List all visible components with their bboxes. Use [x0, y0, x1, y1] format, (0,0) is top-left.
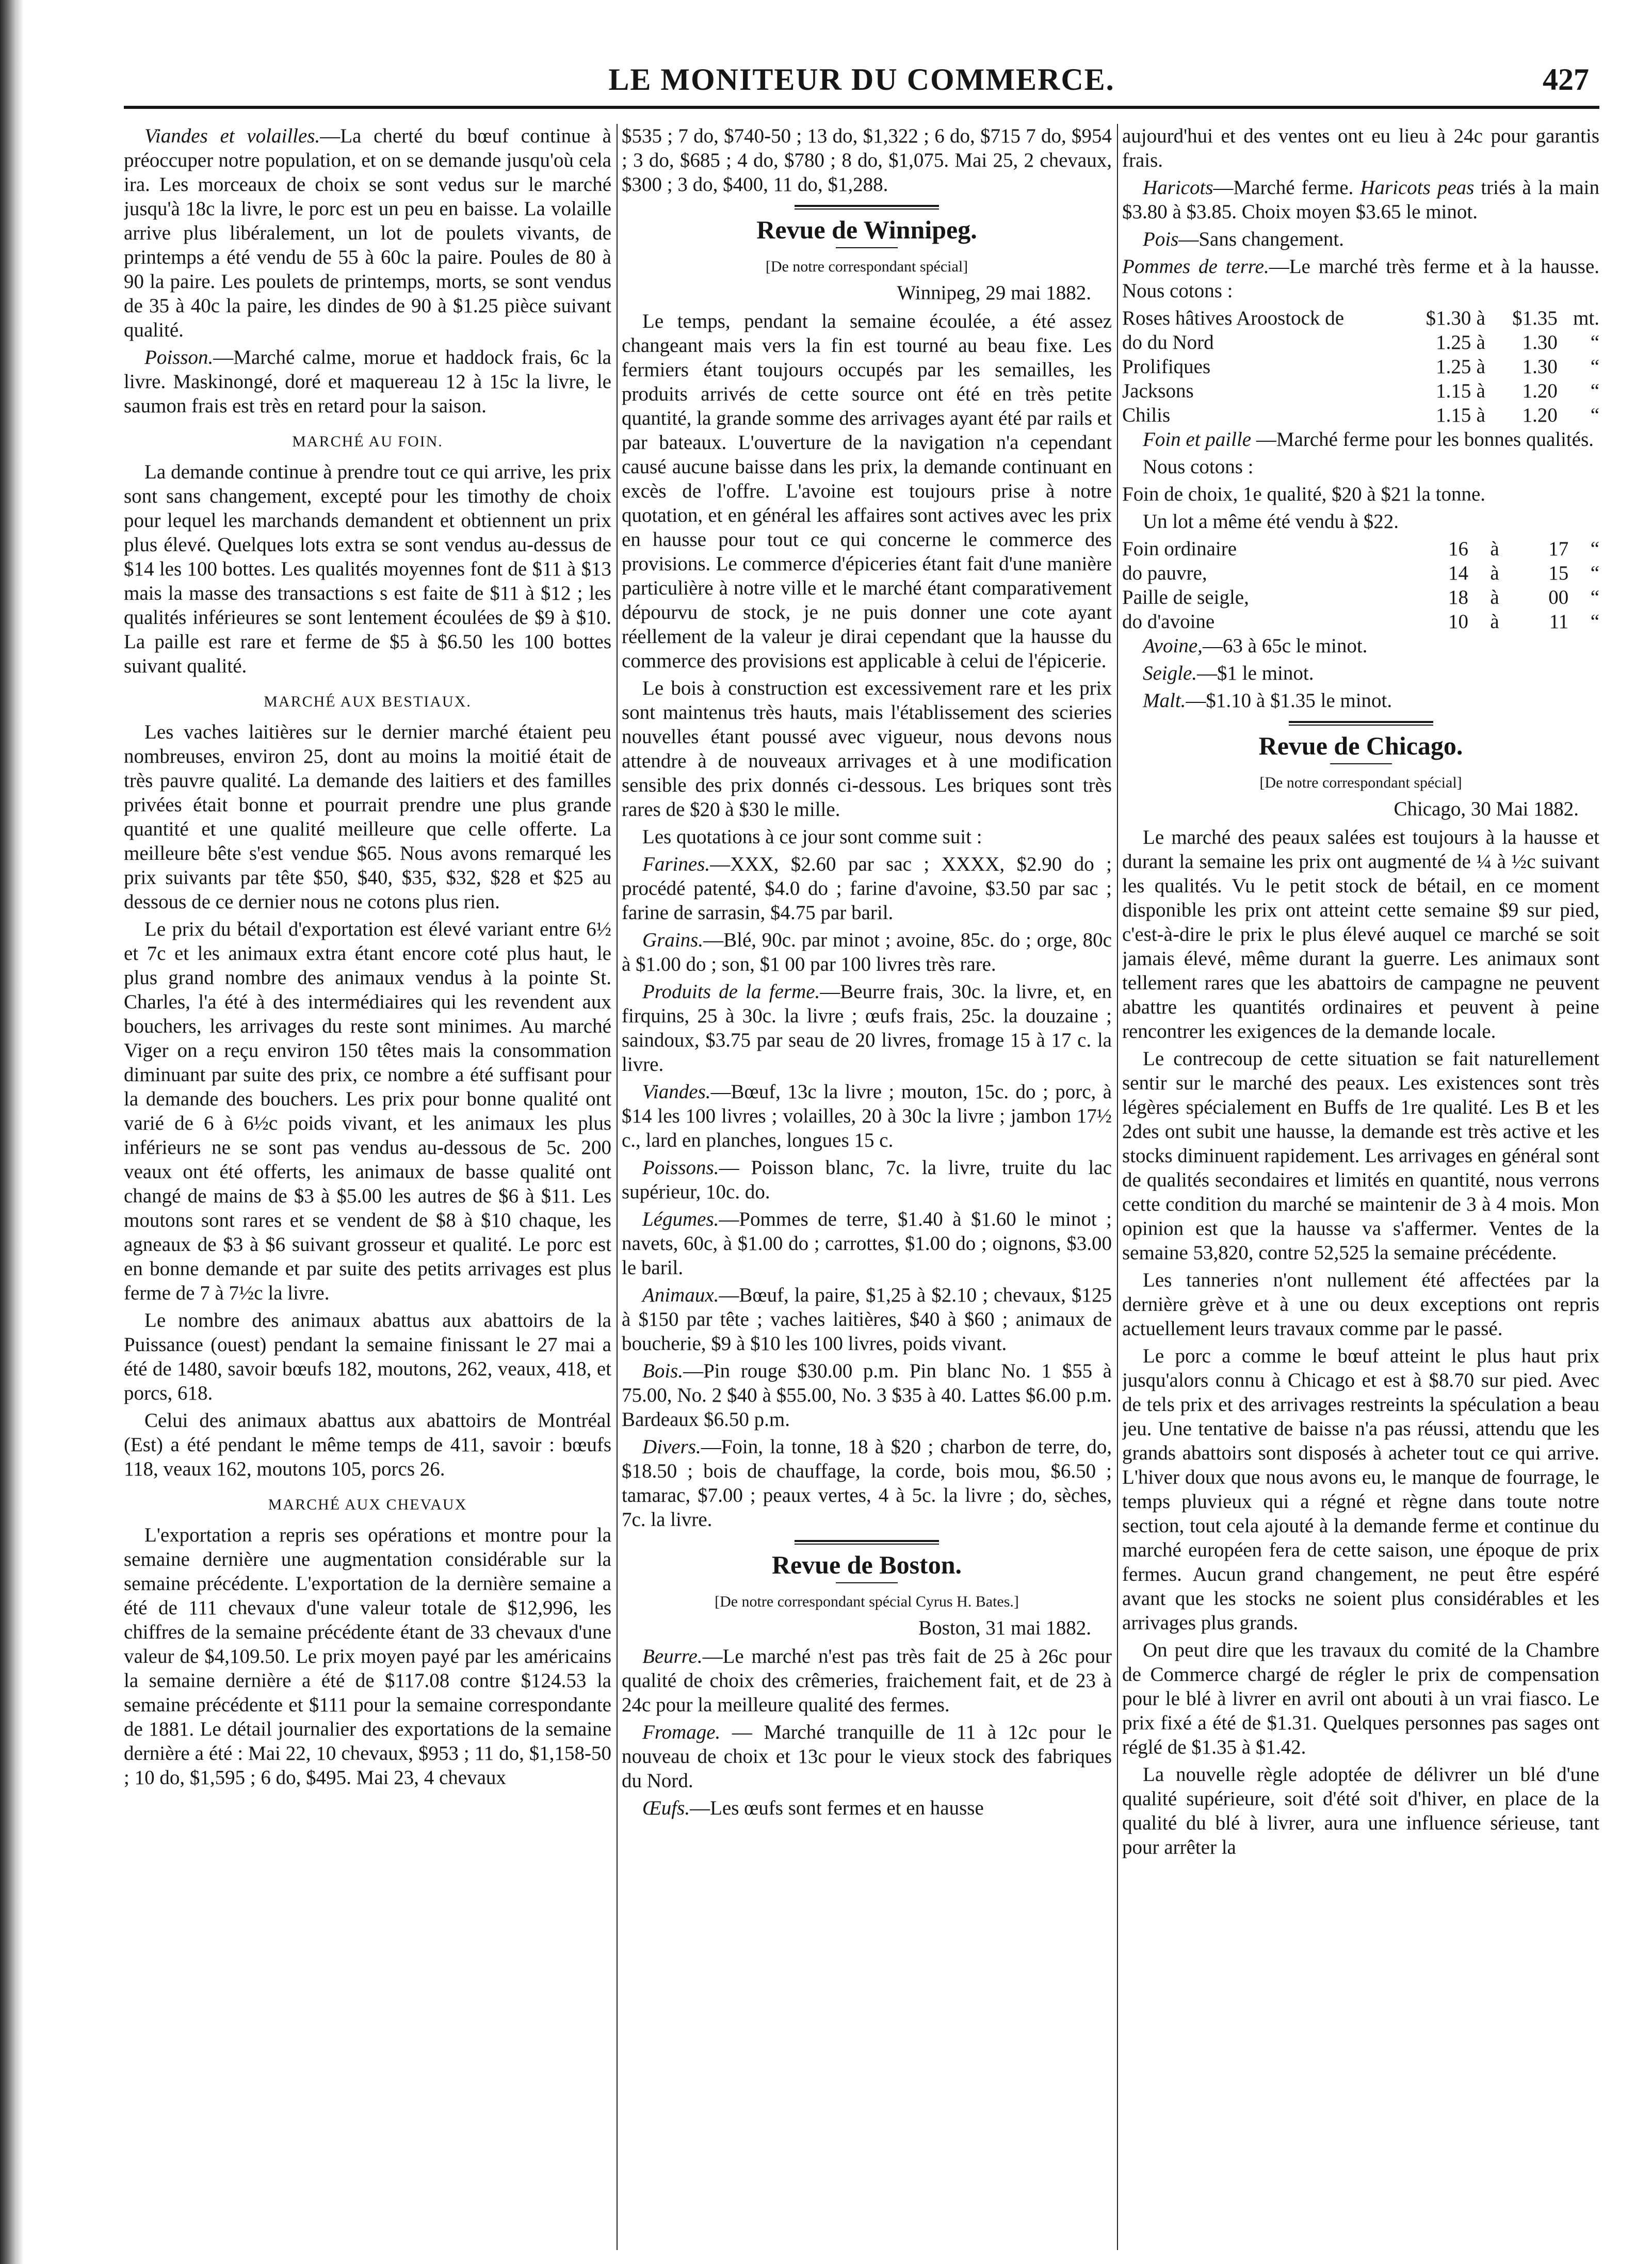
farines-item [622, 852, 1112, 925]
haricots-peas-text: triés à la main $3.80 à $3.85. Choix moyen $3.65 le minot. [1122, 176, 1599, 223]
section-heading-bestiaux: MARCHÉ AUX BESTIAUX. [264, 693, 472, 710]
oeufs-continuation: aujourd'hui et des ventes ont eu lieu à 24c pour garantis frais. [1122, 125, 1599, 171]
chicago-paragraph-3: Les tanneries n'ont nullement été affectées par la dernière grève et à une ou deux exceptions ont repris actuellement leurs travaux comme par le passé. [1122, 1269, 1599, 1340]
price-name: Chilis [1122, 404, 1171, 426]
bestiaux-paragraph-4: Celui des animaux abattus aux abattoirs de Montréal (Est) a été pendant le même temps de 411, savoir : bœufs 118, veaux 162, moutons 105, porcs 26. [124, 1409, 611, 1480]
farines-text: —XXX, $2.60 par sac ; XXXX, $2.90 do ; procédé patenté, $4.0 do ; farine d'avoine, $3.50 par sac ; farine de sarrasin, $4.75 par baril. [622, 853, 1112, 924]
winnipeg-paragraph-1: Le temps, pendant la semaine écoulée, a été assez changeant mais vers la fin est tourné au beau fixe. Les fermiers étant toujours occupés par les semailles, les produits arrivés de cette source ont été en très petite quantité, la grande somme des arrivages ayant été par rails et par bateaux. L'ouverture de la navigation n'a cependant causé aucune baisse dans les prix, la demande continuant en excès de l'offre. L'avoine est toujours prise à notre quotation, et en général les affaires sont actives avec les prix en hausse pour tout ce qui concerne le commerce des provisions. Le commerce d'épiceries étant fait d'une manière particulière à notre ville et le marché étant comparativement dépourvu de stock, je ne puis donner une cote ayant réellement de la valeur je dirai cependant que la hausse du commerce des provisions est applicable à celui de l'épicerie. [622, 310, 1112, 672]
price-from: 14 [1448, 562, 1469, 584]
animaux-label: Animaux. [642, 1284, 719, 1306]
price-to: $1.35 [1512, 307, 1558, 329]
produits-item [622, 980, 1112, 1077]
section-heading-foin: MARCHÉ AU FOIN. [292, 433, 443, 450]
grains-label: Grains. [642, 929, 704, 951]
foin-paille-text: —Marché ferme pour les bonnes qualités. [1251, 428, 1594, 451]
seigle-label: Seigle. [1143, 662, 1197, 684]
legumes-text: —Pommes de terre, $1.40 à $1.60 le minot ; navets, 60c, à $1.00 do ; carrottes, $1.00 do ; oignons, $3.00 le baril. [622, 1208, 1112, 1279]
malt-label: Malt. [1143, 689, 1186, 712]
winnipeg-paragraph-2: Le bois à construction est excessivement rare et les prix sont maintenus très hauts, mais l'établissement des scieries nouvelles étant poussé avec vigueur, nous devons nous attendre à de nouveaux arrivages et à une modification sensible des prix donnés ci-dessous. Les briques sont très rares de $20 à $30 le mille. [622, 677, 1112, 821]
price-name: Foin ordinaire [1122, 538, 1237, 560]
viandes-paragraph [124, 124, 611, 342]
pois-item [1122, 227, 1599, 251]
viandes-winnipeg-item [622, 1080, 1112, 1152]
price-separator: à [1490, 611, 1499, 633]
oeufs-text: —Les œufs sont fermes et en hausse [690, 1797, 984, 1819]
avoine-text: —63 à 65c le minot. [1202, 635, 1368, 657]
price-row [1122, 537, 1599, 561]
revue-chicago-title: Revue de Chicago. [1258, 731, 1463, 760]
foin-cotons: Nous cotons : [1143, 456, 1254, 478]
bois-text: —Pin rouge $30.00 p.m. Pin blanc No. 1 $55 à 75.00, No. 2 $40 à $55.00, No. 3 $35 à 40. Lattes $6.00 p.m. Bardeaux $6.50 p.m. [622, 1360, 1112, 1431]
column-2 [622, 124, 1112, 2250]
page-header [124, 62, 1599, 111]
bois-label: Bois. [642, 1360, 684, 1382]
price-from: 18 [1448, 586, 1469, 608]
foin-paille-item [1122, 427, 1599, 452]
haricots-text: —Marché ferme. [1213, 176, 1361, 199]
bestiaux-paragraph-3: Le nombre des animaux abattus aux abattoirs de la Puissance (ouest) pendant la semaine finissant le 27 mai a été de 1480, savoir bœufs 182, moutons, 262, veaux, 418, et porcs, 618. [124, 1309, 611, 1404]
price-unit: “ [1590, 331, 1599, 354]
column-1 [124, 124, 611, 2250]
price-row [1122, 306, 1599, 330]
price-unit: “ [1590, 538, 1599, 560]
price-from: 16 [1448, 538, 1469, 560]
produits-label: Produits de la ferme. [642, 981, 820, 1003]
legumes-item [622, 1207, 1112, 1280]
divers-text: —Foin, la tonne, 18 à $20 ; charbon de terre, do, $18.50 ; bois de chauffage, la corde, bois mou, $6.50 ; tamarac, $7.00 ; peaux vertes, 4 à 5c. la livre ; do, sèches, 7c. la livre. [622, 1436, 1112, 1531]
poisson-label: Poisson. [144, 346, 214, 368]
column-3 [1122, 124, 1599, 2250]
price-row [1122, 585, 1599, 609]
divers-item [622, 1435, 1112, 1532]
viandes-winnipeg-label: Viandes. [642, 1081, 711, 1103]
page-binding-shadow [0, 0, 24, 2264]
price-separator: à [1476, 331, 1485, 354]
price-separator: à [1476, 356, 1485, 378]
price-unit: “ [1590, 611, 1599, 633]
price-row [1122, 379, 1599, 403]
winnipeg-paragraph-3: Les quotations à ce jour sont comme suit : [642, 826, 982, 848]
oeufs-label: Œufs. [642, 1797, 690, 1819]
price-row [1122, 403, 1599, 427]
beurre-item [622, 1644, 1112, 1717]
price-from: 1.15 [1436, 380, 1471, 402]
price-unit: “ [1590, 380, 1599, 402]
price-unit: “ [1590, 586, 1599, 608]
masthead-title: LE MONITEUR DU COMMERCE. [608, 62, 1115, 97]
foin-price-table [1122, 537, 1599, 634]
price-separator: à [1476, 380, 1485, 402]
chicago-paragraph-5: On peut dire que les travaux du comité de la Chambre de Commerce chargé de régler le prix de compensation pour le blé à livrer en avril ont abouti à un vrai fiasco. Le prix fixé a été de $1.31. Quelques personnes pas sages ont réglé de $1.35 à $1.42. [1122, 1639, 1599, 1758]
boston-dateline: Boston, 31 mai 1882. [918, 1617, 1091, 1639]
haricots-label: Haricots [1143, 176, 1213, 199]
price-from: 1.25 [1436, 331, 1471, 354]
bestiaux-paragraph-1: Les vaches laitières sur le dernier marché étaient peu nombreuses, environ 25, dont au moins la moitié était de très pauvre qualité. La demande des laitiers et des familles privées était bonne et pourrait prendre une plus grande quantité et une qualité meilleure que celle offerte. La meilleure bête s'est vendue $65. Nous avons remarqué les prix suivants par tête $50, $40, $35, $32, $28 et $25 au dessous de ce dernier nous ne cotons plus rien. [124, 721, 611, 913]
farines-label: Farines. [642, 853, 710, 875]
legumes-label: Légumes. [642, 1208, 719, 1230]
section-separator [1289, 721, 1433, 726]
pommes-price-table [1122, 306, 1599, 427]
chicago-dateline: Chicago, 30 Mai 1882. [1394, 798, 1579, 820]
revue-boston-title: Revue de Boston. [771, 1550, 962, 1579]
price-unit: “ [1590, 356, 1599, 378]
boston-correspondent: [De notre correspondant spécial Cyrus H. Bates.] [715, 1593, 1019, 1610]
avoine-label: Avoine, [1143, 635, 1203, 657]
column-divider-1 [617, 124, 618, 2250]
price-to: 1.20 [1522, 380, 1558, 402]
chevaux-paragraph: L'exportation a repris ses opérations et montre pour la semaine dernière une augmentation considérable sur la semaine précédente. L'exportation de la dernière semaine a été de 111 chevaux d'une valeur totale de $12,996, les chiffres de la semaine précédente étant de 33 chevaux d'une valeur de $4,109.50. Le prix moyen payé par les américains la semaine dernière a été de $117.08 contre $124.53 la semaine précédente et $111 pour la semaine correspondante de 1881. Le détail journalier des exportations de la semaine dernière a été : Mai 22, 10 chevaux, $953 ; 11 do, $1,158-50 ; 10 do, $1,595 ; 6 do, $495. Mai 23, 4 chevaux [124, 1524, 611, 1789]
price-to: 00 [1548, 586, 1569, 608]
haricots-peas-label: Haricots peas [1360, 176, 1475, 199]
price-from: $1.30 [1426, 307, 1471, 329]
foin-choix: Foin de choix, 1e qualité, $20 à $21 la tonne. [1122, 483, 1486, 505]
pommes-label: Pommes de terre. [1122, 255, 1269, 278]
viandes-text: —La cherté du bœuf continue à préoccuper notre population, et on se demande jusqu'où cela ira. Les morceaux de choix se sont vedus sur le marché jusqu'à 18c la livre, le porc est un peu en baisse. La volaille arrive plus libéralement, un lot de poulets vivants, de printemps a été vendu de 55 à 60c la paire. Poules de 80 à 90 la paire. Les poulets de printemps, morts, se sont vendus de 35 à 40c la paire, les dindes de 90 à $1.25 pièce suivant qualité. [124, 125, 611, 341]
poisson-text: —Marché calme, morue et haddock frais, 6c la livre. Maskinongé, doré et maquereau 12 à 15c la livre, le saumon frais est très en retard pour la saison. [124, 346, 611, 417]
haricots-item [1122, 175, 1599, 224]
price-to: 1.30 [1522, 356, 1558, 378]
price-from: 1.15 [1436, 404, 1471, 426]
chicago-correspondent: [De notre correspondant spécial] [1259, 774, 1462, 791]
price-unit: “ [1590, 562, 1599, 584]
animaux-text: —Bœuf, la paire, $1,25 à $2.10 ; chevaux, $125 à $150 par tête ; vaches laitières, $40 à $60 ; animaux de boucherie, $9 à $10 les 100 livres, poids vivant. [622, 1284, 1112, 1355]
price-name: Jacksons [1122, 380, 1194, 402]
revue-winnipeg-title: Revue de Winnipeg. [756, 215, 977, 244]
price-name: Prolifiques [1122, 356, 1211, 378]
viandes-label: Viandes et volailles. [144, 125, 320, 147]
price-to: 1.20 [1522, 404, 1558, 426]
poissons-label: Poissons. [642, 1157, 719, 1179]
chicago-paragraph-6: La nouvelle règle adoptée de délivrer un blé d'une qualité supérieure, soit d'été soit d'hiver, en place de la qualité du blé à livrer, aura une influence sérieuse, tant pour arrêter la [1122, 1763, 1599, 1858]
chicago-paragraph-4: Le porc a comme le bœuf atteint le plus haut prix jusqu'alors connu à Chicago et est à $8.70 sur pied. Avec de tels prix et des arrivages restreints la spéculation a beau jeu. Une tentative de baisse n'a pas réussi, attendu que les grands abattoirs sont disposés à acheter tout ce qui arrive. L'hiver doux que nous avons eu, le manque de fourrage, le temps pluvieux qui a régné et règne dans toute notre section, tout cela ajouté à la demande ferme et continue du marché européen fera de cette saison, une époque de prix fermes. Aucun grand changement, ne peut être espéré avant que les stocks ne soient plus considérables et les arrivages plus grands. [1122, 1345, 1599, 1634]
fromage-label: Fromage. [642, 1721, 721, 1743]
winnipeg-correspondent: [De notre correspondant spécial] [765, 258, 968, 275]
oeufs-item [622, 1796, 1112, 1820]
price-separator: à [1490, 562, 1499, 584]
price-separator: à [1476, 307, 1485, 329]
bois-item [622, 1359, 1112, 1432]
malt-text: —$1.10 à $1.35 le minot. [1186, 689, 1392, 712]
avoine-item [1122, 634, 1599, 658]
seigle-item [1122, 661, 1599, 685]
section-separator [795, 205, 939, 210]
price-row [1122, 609, 1599, 634]
chicago-paragraph-1: Le marché des peaux salées est toujours à la hausse et durant la semaine les prix ont augmenté de ¼ à ½c suivant les qualités. Vu le petit stock de bétail, en ce moment disponible les prix ont atteint cette semaine $9 sur pied, c'est-à-dire le prix le plus élevé auquel ce marché se soit jamais élevé, même durant la guerre. Les animaux sont tellement rares que les abattoirs de campagne ne peuvent abattre les quantités ordinaires et peuvent à peine rencontrer les exigences de la demande locale. [1122, 826, 1599, 1042]
title-rule [1330, 763, 1392, 764]
price-unit: mt. [1573, 307, 1599, 329]
title-rule [836, 1582, 898, 1583]
price-name: Roses hâtives Aroostock de [1122, 307, 1345, 329]
price-name: do du Nord [1122, 331, 1214, 354]
poissons-text: — Poisson blanc, 7c. la livre, truite du lac supérieur, 10c. do. [622, 1157, 1112, 1203]
foin-lot: Un lot a même été vendu à $22. [1143, 510, 1399, 533]
price-separator: à [1476, 404, 1485, 426]
grains-text: —Blé, 90c. par minot ; avoine, 85c. do ; orge, 80c à $1.00 do ; son, $1 00 par 100 livres très rare. [622, 929, 1112, 975]
price-name: do d'avoine [1122, 611, 1215, 633]
title-rule [836, 247, 898, 248]
price-row [1122, 330, 1599, 355]
divers-label: Divers. [642, 1436, 701, 1458]
poissons-item [622, 1155, 1112, 1204]
foin-paille-label: Foin et paille [1143, 428, 1252, 451]
chicago-paragraph-2: Le contrecoup de cette situation se fait naturellement sentir sur le marché des peaux. Les existences sont très légères spécialement en Buffs de 1re qualité. Les B et les 2des ont subit une hausse, la demande est très active et les stocks diminuent rapidement. Les arrivages en général sont de qualités secondaires et limités en quantité, nous verrons cette condition du marché se maintenir de 3 à 4 mois. Mon opinion est que la hausse va s'affermer. Ventes de la semaine 53,820, contre 52,525 la semaine précédente. [1122, 1048, 1599, 1264]
price-to: 17 [1548, 538, 1569, 560]
header-rule [124, 106, 1599, 109]
price-name: Paille de seigle, [1122, 586, 1249, 608]
beurre-text: —Le marché n'est pas très fait de 25 à 26c pour qualité de choix des crêmeries, fraichement fait, et de 23 à 24c pour la meilleure qualité des fermes. [622, 1645, 1112, 1716]
chevaux-continuation: $535 ; 7 do, $740-50 ; 13 do, $1,322 ; 6 do, $715 7 do, $954 ; 3 do, $685 ; 4 do, $780 ; 8 do, $1,075. Mai 25, 2 chevaux, $300 ; 3 do, $400, 11 do, $1,288. [622, 125, 1112, 196]
column-divider-2 [1117, 124, 1118, 2250]
page-number: 427 [1543, 62, 1589, 97]
poisson-paragraph [124, 345, 611, 418]
winnipeg-dateline: Winnipeg, 29 mai 1882. [897, 282, 1091, 304]
pois-text: —Sans changement. [1178, 228, 1344, 250]
price-separator: à [1490, 586, 1499, 608]
bestiaux-paragraph-2: Le prix du bétail d'exportation est élevé variant entre 6½ et 7c et les animaux extra étant encore coté plus haut, le plus grand nombre des animaux vendus à la pointe St. Charles, l'a été à des intermédiaires qui les revendent aux bouchers, les arrivages du reste sont minimes. Au marché Viger on a reçu environ 150 têtes mais la consommation diminuant par suite des prix, ce nombre a été suffisant pour la demande des bouchers. Les prix pour bonne qualité ont varié de 6 à 6½c poids vivant, et les animaux les plus inférieurs ne se sont pas vendus au-dessous de 5c. 200 veaux ont été offerts, les animaux de basse qualité ont changé de mains de $3 à $5.00 les autres de $6 à $11. Les moutons sont rares et se vendent de $8 à $10 chaque, les agneaux de $3 à $6 suivant grosseur et qualité. Le porc est en bonne demande et par suite des petits arrivages est plus ferme de 7 à 7½c la livre. [124, 918, 611, 1304]
animaux-item [622, 1283, 1112, 1356]
pommes-text: —Le marché très ferme et à la hausse. Nous cotons : [1122, 255, 1599, 302]
price-to: 11 [1549, 611, 1569, 633]
pois-label: Pois [1143, 228, 1179, 250]
price-to: 15 [1548, 562, 1569, 584]
produits-text: —Beurre frais, 30c. la livre, et, en firquins, 25 à 30c. la livre ; œufs frais, 25c. la douzaine ; saindoux, $3.75 par seau de 20 livres, fromage 15 à 17 c. la livre. [622, 981, 1112, 1075]
malt-item [1122, 688, 1599, 713]
price-unit: “ [1590, 404, 1599, 426]
section-heading-chevaux: MARCHÉ AUX CHEVAUX [268, 1496, 467, 1513]
price-separator: à [1490, 538, 1499, 560]
fromage-item [622, 1720, 1112, 1793]
price-row [1122, 355, 1599, 379]
seigle-text: —$1 le minot. [1197, 662, 1314, 684]
foin-paragraph: La demande continue à prendre tout ce qui arrive, les prix sont sans changement, excepté pour les timothy de choix pour lequel les marchands demandent et obtiennent un prix plus élevé. Quelques lots extra se sont vendus au-dessus de $14 les 100 bottes. Les qualités moyennes font de $11 à $13 mais la masse des transactions s est faite de $11 à $12 ; les qualités inférieures se sont lentement écoulées de $9 à $10. La paille est rare et ferme de $5 à $6.50 les 100 bottes suivant qualité. [124, 461, 611, 677]
price-to: 1.30 [1522, 331, 1558, 354]
price-from: 1.25 [1436, 356, 1471, 378]
price-name: do pauvre, [1122, 562, 1207, 584]
price-from: 10 [1448, 611, 1469, 633]
section-separator [795, 1540, 939, 1545]
price-row [1122, 561, 1599, 585]
grains-item [622, 928, 1112, 976]
pommes-item [1122, 254, 1599, 303]
beurre-label: Beurre. [642, 1645, 703, 1667]
viandes-winnipeg-text: —Bœuf, 13c la livre ; mouton, 15c. do ; porc, à $14 les 100 livres ; volailles, 20 à 30c la livre ; jambon 17½ c., lard en planches, longues 15 c. [622, 1081, 1112, 1151]
fromage-text: — Marché tranquille de 11 à 12c pour le nouveau de choix et 13c pour le vieux stock des fabriques du Nord. [622, 1721, 1112, 1792]
